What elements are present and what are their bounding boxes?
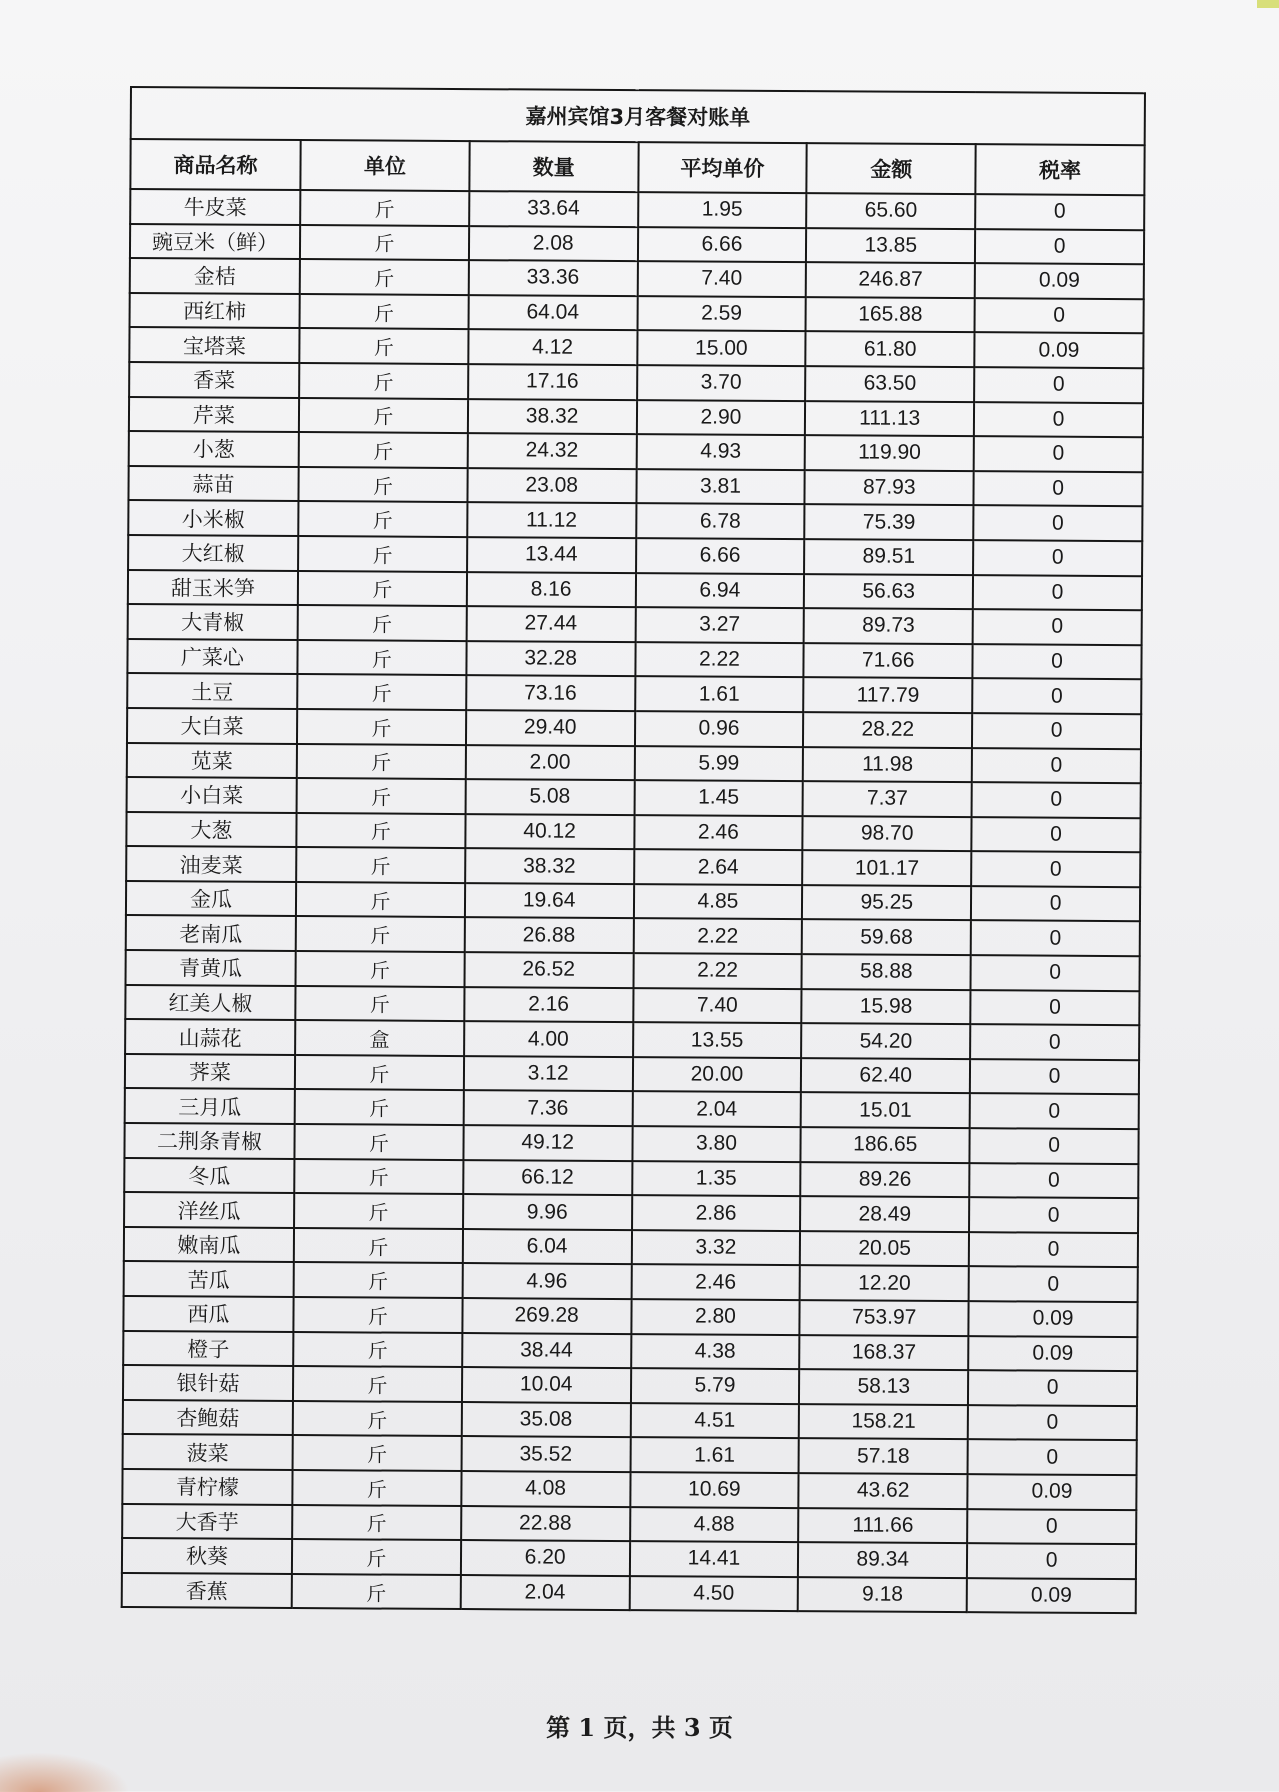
cell-unit-price: 2.59 <box>637 296 806 332</box>
cell-unit-price: 20.00 <box>632 1057 801 1093</box>
column-header-unit: 单位 <box>300 140 469 191</box>
cell-unit-price: 7.40 <box>633 988 802 1024</box>
cell-amount: 63.50 <box>805 366 974 402</box>
cell-quantity: 5.08 <box>465 779 634 815</box>
cell-item-name: 嫩南瓜 <box>124 1227 294 1263</box>
cell-quantity: 8.16 <box>467 572 636 608</box>
cell-unit: 斤 <box>294 1124 463 1160</box>
cell-item-name: 菠菜 <box>123 1434 293 1470</box>
cell-unit: 斤 <box>298 605 467 641</box>
cell-tax-rate: 0 <box>972 713 1141 749</box>
cell-amount: 158.21 <box>799 1404 968 1440</box>
cell-unit: 斤 <box>299 294 468 330</box>
cell-unit: 斤 <box>293 1366 462 1402</box>
cell-amount: 11.98 <box>803 747 972 783</box>
cell-unit-price: 2.22 <box>633 953 802 989</box>
cell-unit: 斤 <box>299 328 468 364</box>
cell-amount: 95.25 <box>802 885 971 921</box>
cell-unit-price: 6.78 <box>636 503 805 539</box>
cell-tax-rate: 0 <box>969 1197 1138 1233</box>
cell-quantity: 9.96 <box>463 1194 632 1230</box>
cell-tax-rate: 0 <box>971 886 1140 922</box>
document-title: 嘉州宾馆3月客餐对账单 <box>131 87 1145 145</box>
cell-unit-price: 2.86 <box>632 1195 801 1231</box>
cell-item-name: 蒜苗 <box>128 466 298 502</box>
cell-tax-rate: 0 <box>969 1232 1138 1268</box>
cell-item-name: 金瓜 <box>126 881 296 917</box>
cell-unit: 斤 <box>293 1401 462 1437</box>
cell-quantity: 35.08 <box>462 1402 631 1438</box>
cell-quantity: 40.12 <box>465 814 634 850</box>
cell-unit: 斤 <box>295 1089 464 1125</box>
cell-unit-price: 1.45 <box>634 780 803 816</box>
cell-tax-rate: 0 <box>971 955 1140 991</box>
cell-quantity: 2.08 <box>469 226 638 262</box>
cell-tax-rate: 0.09 <box>969 1301 1138 1337</box>
column-header-quantity: 数量 <box>469 141 638 192</box>
cell-unit-price: 4.51 <box>630 1403 799 1439</box>
cell-item-name: 青柠檬 <box>122 1469 292 1505</box>
cell-unit: 斤 <box>295 951 464 987</box>
cell-unit: 斤 <box>297 709 466 745</box>
cell-quantity: 7.36 <box>463 1090 632 1126</box>
cell-unit: 斤 <box>296 916 465 952</box>
cell-unit-price: 3.27 <box>635 607 804 643</box>
cell-amount: 89.26 <box>801 1162 970 1198</box>
cell-unit: 斤 <box>292 1574 461 1610</box>
cell-tax-rate: 0 <box>969 1267 1138 1303</box>
cell-unit-price: 4.50 <box>629 1576 798 1612</box>
cell-amount: 89.51 <box>804 539 973 575</box>
cell-amount: 89.34 <box>798 1542 967 1578</box>
cell-amount: 65.60 <box>806 193 975 229</box>
cell-item-name: 甜玉米笋 <box>128 570 298 606</box>
cell-unit: 斤 <box>298 571 467 607</box>
cell-item-name: 油麦菜 <box>126 846 296 882</box>
cell-unit: 斤 <box>294 1228 463 1264</box>
cell-amount: 111.13 <box>805 401 974 437</box>
cell-item-name: 土豆 <box>127 673 297 709</box>
corner-mark <box>1257 0 1279 8</box>
cell-unit: 斤 <box>293 1297 462 1333</box>
column-header-tax-rate: 税率 <box>975 144 1144 195</box>
cell-unit: 斤 <box>300 190 469 226</box>
cell-unit-price: 1.61 <box>630 1437 799 1473</box>
cell-unit-price: 2.46 <box>631 1264 800 1300</box>
cell-quantity: 17.16 <box>468 364 637 400</box>
cell-quantity: 2.16 <box>464 987 633 1023</box>
cell-item-name: 小米椒 <box>128 500 298 536</box>
cell-quantity: 29.40 <box>466 710 635 746</box>
cell-amount: 98.70 <box>803 816 972 852</box>
cell-quantity: 22.88 <box>461 1506 630 1542</box>
cell-unit-price: 6.94 <box>635 573 804 609</box>
cell-unit-price: 5.99 <box>634 746 803 782</box>
cell-unit: 斤 <box>298 536 467 572</box>
statement-table <box>121 86 1146 1615</box>
column-header-amount: 金额 <box>807 143 976 194</box>
cell-item-name: 小白菜 <box>127 777 297 813</box>
cell-tax-rate: 0 <box>967 1509 1136 1545</box>
cell-amount: 7.37 <box>803 781 972 817</box>
cell-item-name: 苋菜 <box>127 742 297 778</box>
cell-item-name: 杏鲍菇 <box>123 1400 293 1436</box>
cell-unit: 斤 <box>294 1262 463 1298</box>
cell-unit: 斤 <box>299 432 468 468</box>
cell-item-name: 西瓜 <box>123 1296 293 1332</box>
cell-quantity: 38.32 <box>468 399 637 435</box>
cell-quantity: 23.08 <box>467 468 636 504</box>
cell-unit: 斤 <box>297 674 466 710</box>
cell-unit-price: 4.38 <box>631 1334 800 1370</box>
cell-unit: 斤 <box>296 813 465 849</box>
cell-tax-rate: 0 <box>973 540 1142 576</box>
title-row <box>131 87 1145 145</box>
cell-unit-price: 2.22 <box>633 919 802 955</box>
cell-amount: 186.65 <box>801 1127 970 1163</box>
cell-item-name: 二荆条青椒 <box>124 1123 294 1159</box>
cell-amount: 9.18 <box>798 1577 967 1613</box>
cell-tax-rate: 0 <box>970 1128 1139 1164</box>
cell-amount: 111.66 <box>798 1508 967 1544</box>
cell-tax-rate: 0 <box>974 367 1143 403</box>
cell-amount: 119.90 <box>805 435 974 471</box>
cell-unit-price: 4.93 <box>636 434 805 470</box>
cell-amount: 753.97 <box>800 1300 969 1336</box>
cell-amount: 117.79 <box>804 677 973 713</box>
cell-quantity: 4.00 <box>464 1021 633 1057</box>
cell-tax-rate: 0 <box>974 436 1143 472</box>
cell-unit-price: 5.79 <box>631 1368 800 1404</box>
cell-tax-rate: 0 <box>968 1405 1137 1441</box>
cell-quantity: 269.28 <box>462 1298 631 1334</box>
cell-quantity: 11.12 <box>467 502 636 538</box>
cell-tax-rate: 0 <box>973 644 1142 680</box>
cell-item-name: 红美人椒 <box>125 985 295 1021</box>
cell-quantity: 2.00 <box>466 745 635 781</box>
cell-tax-rate: 0 <box>970 1059 1139 1095</box>
cell-quantity: 64.04 <box>468 295 637 331</box>
cell-amount: 54.20 <box>801 1023 970 1059</box>
cell-quantity: 73.16 <box>466 675 635 711</box>
cell-unit-price: 2.04 <box>632 1092 801 1128</box>
cell-tax-rate: 0 <box>973 609 1142 645</box>
cell-tax-rate: 0 <box>970 990 1139 1026</box>
cell-unit-price: 2.90 <box>636 400 805 436</box>
cell-amount: 165.88 <box>806 297 975 333</box>
cell-item-name: 牛皮菜 <box>130 189 300 225</box>
cell-amount: 20.05 <box>800 1231 969 1267</box>
cell-amount: 168.37 <box>800 1335 969 1371</box>
cell-tax-rate: 0.09 <box>968 1336 1137 1372</box>
cell-item-name: 荠菜 <box>125 1054 295 1090</box>
cell-tax-rate: 0 <box>974 402 1143 438</box>
cell-amount: 58.13 <box>799 1369 968 1405</box>
cell-item-name: 豌豆米（鲜） <box>130 224 300 260</box>
cell-unit-price: 1.95 <box>638 192 807 228</box>
cell-unit-price: 0.96 <box>635 711 804 747</box>
cell-tax-rate: 0 <box>973 575 1142 611</box>
cell-quantity: 38.32 <box>465 848 634 884</box>
finger-smudge <box>0 1752 130 1792</box>
cell-amount: 89.73 <box>804 608 973 644</box>
cell-amount: 15.01 <box>801 1093 970 1129</box>
cell-quantity: 4.12 <box>468 329 637 365</box>
cell-unit-price: 13.55 <box>633 1022 802 1058</box>
cell-item-name: 西红柿 <box>130 293 300 329</box>
cell-amount: 61.80 <box>806 332 975 368</box>
cell-amount: 87.93 <box>805 470 974 506</box>
cell-quantity: 35.52 <box>461 1436 630 1472</box>
cell-unit: 斤 <box>297 778 466 814</box>
cell-amount: 28.49 <box>800 1196 969 1232</box>
cell-quantity: 32.28 <box>466 641 635 677</box>
cell-tax-rate: 0 <box>971 921 1140 957</box>
cell-item-name: 大白菜 <box>127 708 297 744</box>
cell-quantity: 3.12 <box>464 1056 633 1092</box>
cell-item-name: 香菜 <box>129 362 299 398</box>
cell-tax-rate: 0 <box>967 1543 1136 1579</box>
cell-unit-price: 3.81 <box>636 469 805 505</box>
cell-unit-price: 3.32 <box>631 1230 800 1266</box>
cell-unit: 斤 <box>295 1055 464 1091</box>
cell-item-name: 冬瓜 <box>124 1158 294 1194</box>
column-header-unit-price: 平均单价 <box>638 142 807 193</box>
cell-unit-price: 4.85 <box>633 884 802 920</box>
cell-item-name: 金桔 <box>130 258 300 294</box>
cell-quantity: 6.04 <box>463 1229 632 1265</box>
cell-item-name: 橙子 <box>123 1331 293 1367</box>
cell-unit-price: 3.70 <box>637 365 806 401</box>
cell-tax-rate: 0 <box>975 298 1144 334</box>
cell-tax-rate: 0.09 <box>975 263 1144 299</box>
cell-tax-rate: 0 <box>970 1024 1139 1060</box>
cell-tax-rate: 0 <box>968 1440 1137 1476</box>
cell-amount: 28.22 <box>803 712 972 748</box>
cell-quantity: 19.64 <box>465 883 634 919</box>
cell-unit-price: 15.00 <box>637 330 806 366</box>
cell-tax-rate: 0 <box>972 678 1141 714</box>
cell-quantity: 10.04 <box>462 1367 631 1403</box>
cell-quantity: 33.64 <box>469 191 638 227</box>
cell-amount: 101.17 <box>802 850 971 886</box>
cell-unit: 斤 <box>300 259 469 295</box>
column-header-name: 商品名称 <box>130 139 300 190</box>
page-number: 第 1 页，共 3 页 <box>546 1713 733 1742</box>
cell-item-name: 大香芋 <box>122 1504 292 1540</box>
cell-tax-rate: 0 <box>969 1163 1138 1199</box>
cell-amount: 59.68 <box>802 920 971 956</box>
cell-quantity: 4.96 <box>462 1263 631 1299</box>
cell-amount: 58.88 <box>802 954 971 990</box>
cell-quantity: 38.44 <box>462 1333 631 1369</box>
cell-item-name: 广菜心 <box>127 639 297 675</box>
cell-tax-rate: 0 <box>970 1094 1139 1130</box>
cell-item-name: 芹菜 <box>129 397 299 433</box>
cell-unit-price: 7.40 <box>637 261 806 297</box>
cell-item-name: 洋丝瓜 <box>124 1192 294 1228</box>
cell-amount: 246.87 <box>806 262 975 298</box>
cell-unit-price: 6.66 <box>637 227 806 263</box>
cell-item-name: 宝塔菜 <box>129 327 299 363</box>
cell-tax-rate: 0 <box>973 506 1142 542</box>
cell-tax-rate: 0 <box>968 1370 1137 1406</box>
cell-amount: 57.18 <box>799 1438 968 1474</box>
cell-unit: 斤 <box>295 986 464 1022</box>
cell-item-name: 大葱 <box>126 812 296 848</box>
cell-unit: 斤 <box>297 640 466 676</box>
cell-unit: 斤 <box>294 1159 463 1195</box>
cell-item-name: 秋葵 <box>122 1538 292 1574</box>
cell-amount: 15.98 <box>802 989 971 1025</box>
table-row <box>122 1573 1136 1614</box>
cell-unit: 斤 <box>293 1435 462 1471</box>
cell-quantity: 4.08 <box>461 1471 630 1507</box>
cell-quantity: 27.44 <box>466 606 635 642</box>
cell-unit-price: 10.69 <box>630 1472 799 1508</box>
cell-unit: 斤 <box>297 744 466 780</box>
cell-item-name: 银针菇 <box>123 1365 293 1401</box>
cell-unit: 斤 <box>292 1505 461 1541</box>
cell-quantity: 49.12 <box>463 1125 632 1161</box>
cell-unit: 斤 <box>296 847 465 883</box>
cell-quantity: 24.32 <box>467 433 636 469</box>
cell-item-name: 香蕉 <box>122 1573 292 1609</box>
cell-unit-price: 3.80 <box>632 1126 801 1162</box>
cell-tax-rate: 0.09 <box>974 333 1143 369</box>
cell-unit-price: 2.80 <box>631 1299 800 1335</box>
cell-item-name: 三月瓜 <box>125 1088 295 1124</box>
cell-unit: 斤 <box>298 467 467 503</box>
cell-unit: 斤 <box>296 882 465 918</box>
cell-tax-rate: 0.09 <box>967 1578 1136 1614</box>
cell-unit-price: 6.66 <box>636 538 805 574</box>
table-body <box>122 189 1145 1614</box>
cell-unit: 斤 <box>299 398 468 434</box>
header-row <box>130 139 1144 195</box>
cell-tax-rate: 0 <box>971 851 1140 887</box>
cell-tax-rate: 0 <box>971 817 1140 853</box>
cell-unit: 斤 <box>298 501 467 537</box>
cell-unit: 斤 <box>292 1539 461 1575</box>
cell-unit: 斤 <box>300 225 469 261</box>
cell-unit: 斤 <box>292 1470 461 1506</box>
cell-unit-price: 2.46 <box>634 815 803 851</box>
cell-amount: 43.62 <box>799 1473 968 1509</box>
cell-unit-price: 2.64 <box>634 849 803 885</box>
cell-item-name: 青黄瓜 <box>126 950 296 986</box>
cell-unit: 斤 <box>293 1332 462 1368</box>
cell-unit-price: 2.22 <box>635 642 804 678</box>
cell-unit-price: 1.61 <box>635 676 804 712</box>
cell-unit: 斤 <box>294 1193 463 1229</box>
cell-quantity: 26.52 <box>464 952 633 988</box>
cell-tax-rate: 0 <box>972 748 1141 784</box>
cell-item-name: 山蒜花 <box>125 1019 295 1055</box>
cell-tax-rate: 0 <box>972 782 1141 818</box>
cell-item-name: 苦瓜 <box>124 1261 294 1297</box>
cell-amount: 56.63 <box>804 574 973 610</box>
cell-item-name: 小葱 <box>129 431 299 467</box>
cell-unit: 盒 <box>295 1020 464 1056</box>
cell-item-name: 老南瓜 <box>126 915 296 951</box>
cell-tax-rate: 0.09 <box>967 1474 1136 1510</box>
cell-amount: 13.85 <box>806 228 975 264</box>
cell-unit: 斤 <box>299 363 468 399</box>
cell-tax-rate: 0 <box>975 229 1144 265</box>
cell-quantity: 33.36 <box>468 260 637 296</box>
cell-quantity: 26.88 <box>464 918 633 954</box>
cell-unit-price: 14.41 <box>629 1541 798 1577</box>
cell-unit-price: 1.35 <box>632 1161 801 1197</box>
cell-amount: 75.39 <box>805 504 974 540</box>
cell-unit-price: 4.88 <box>630 1507 799 1543</box>
cell-amount: 12.20 <box>800 1266 969 1302</box>
cell-quantity: 13.44 <box>467 537 636 573</box>
cell-tax-rate: 0 <box>975 194 1144 230</box>
cell-item-name: 大红椒 <box>128 535 298 571</box>
cell-quantity: 2.04 <box>460 1575 629 1611</box>
cell-tax-rate: 0 <box>974 471 1143 507</box>
cell-amount: 62.40 <box>801 1058 970 1094</box>
cell-amount: 71.66 <box>804 643 973 679</box>
cell-quantity: 66.12 <box>463 1160 632 1196</box>
cell-quantity: 6.20 <box>461 1540 630 1576</box>
cell-item-name: 大青椒 <box>128 604 298 640</box>
